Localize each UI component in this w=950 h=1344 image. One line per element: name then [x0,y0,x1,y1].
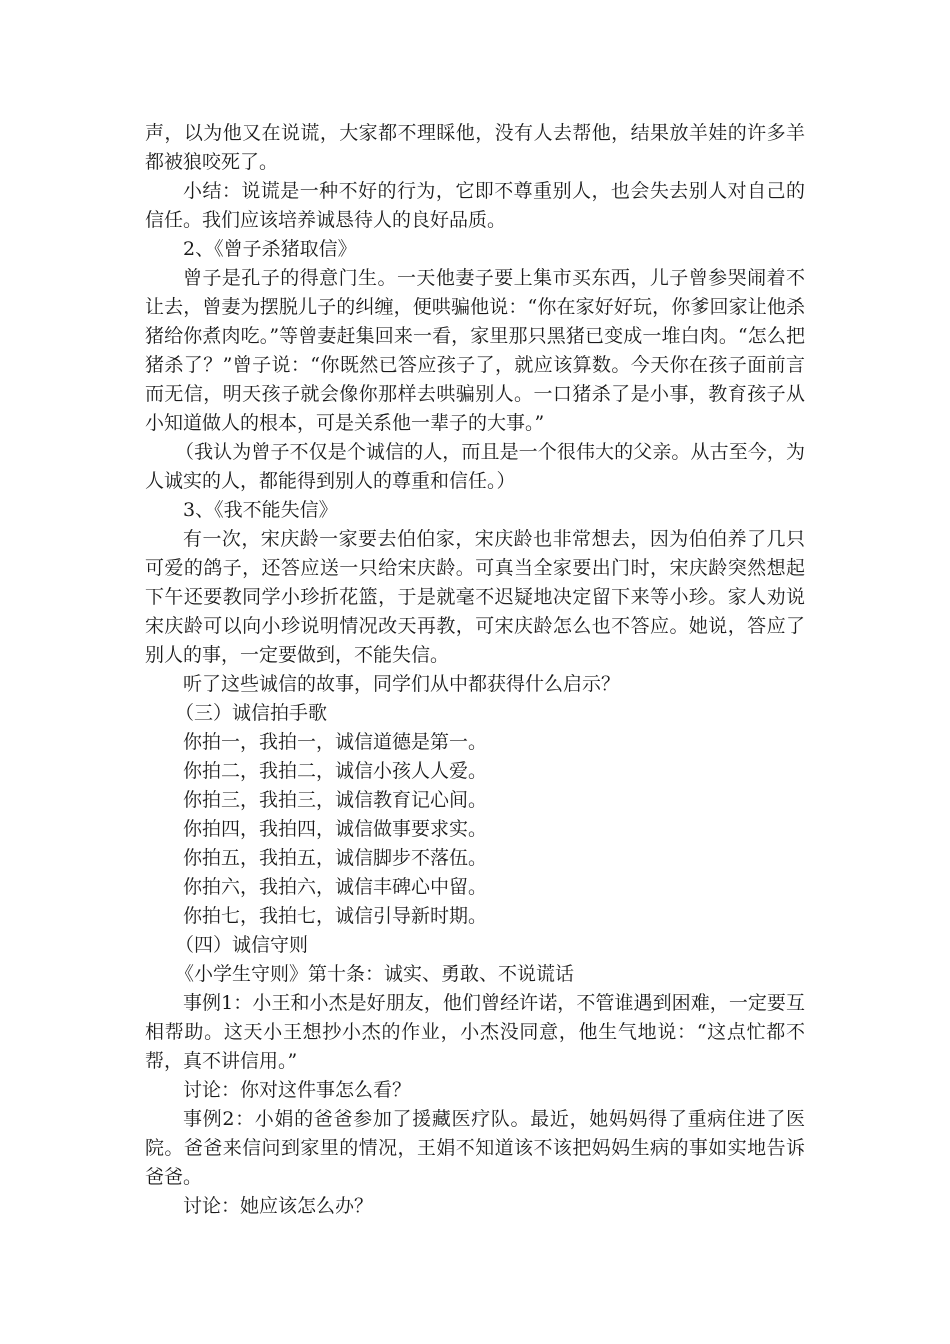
song-line-7: 你拍七，我拍七，诚信引导新时期。 [183,905,488,927]
paragraph-discussion-1: 讨论：你对这件事怎么看？ [183,1079,412,1101]
heading-story2: 2、《曾子杀猪取信》 [183,238,357,260]
paragraph-story2: 曾子是孔子的得意门生。一天他妻子要上集市买东西，儿子曾参哭闹着不让去，曾妻为摆脱儿子的纠缠，便哄骗他说：“你在家好好玩，你爹回家让他杀猪给你煮肉吃。”等曾妻赶集回来一看，家里那只黑猪已变成一堆白肉。“怎么把猪杀了？”曾子说：“你既然已答应孩子了，就应该算数。今天你在孩子面前言而无信，明天孩子就会像你那样去哄骗别人。一口猪杀了是小事，教育孩子从小知道做人的根本，可是关系他一辈子的大事。” [145,267,805,434]
paragraph-question: 听了这些诚信的故事，同学们从中都获得什么启示？ [183,673,621,695]
song-line-1: 你拍一，我拍一，诚信道德是第一。 [183,731,488,753]
heading-story3: 3、《我不能失信》 [183,499,338,521]
song-line-2: 你拍二，我拍二，诚信小孩人人爱。 [183,760,488,782]
paragraph-story3: 有一次，宋庆龄一家要去伯伯家，宋庆龄也非常想去，因为伯伯养了几只可爱的鸽子，还答应送一只给宋庆龄。可真当全家要出门时，宋庆龄突然想起下午还要教同学小珍折花篮，于是就毫不迟疑地决定留下来等小珍。家人劝说宋庆龄可以向小珍说明情况改天再教，可宋庆龄怎么也不答应。她说，答应了别人的事，一定要做到，不能失信。 [145,528,805,666]
paragraph-summary: 小结：说谎是一种不好的行为，它即不尊重别人，也会失去别人对自己的信任。我们应该培养诚恳待人的良好品质。 [145,180,805,231]
paragraph-case-1: 事例1：小王和小杰是好朋友，他们曾经许诺，不管谁遇到困难，一定要互相帮助。这天小王想抄小杰的作业，小杰没同意，他生气地说：“这点忙都不帮，真不讲信用。” [145,992,805,1072]
paragraph-rule: 《小学生守则》第十条：诚实、勇敢、不说谎话 [175,963,575,985]
song-line-4: 你拍四，我拍四，诚信做事要求实。 [183,818,488,840]
heading-section-3: （三）诚信拍手歌 [175,702,328,724]
heading-section-4: （四）诚信守则 [175,934,309,956]
paragraph-comment: （我认为曾子不仅是个诚信的人，而且是一个很伟大的父亲。从古至今，为人诚实的人，都能得到别人的尊重和信任。） [145,441,805,492]
paragraph-discussion-2: 讨论：她应该怎么办？ [183,1195,374,1217]
paragraph-story1-ending: 声，以为他又在说谎，大家都不理睬他，没有人去帮他，结果放羊娃的许多羊都被狼咬死了。 [145,122,805,173]
paragraph-case-2: 事例2：小娟的爸爸参加了援藏医疗队。最近，她妈妈得了重病住进了医院。爸爸来信问到家里的情况，王娟不知道该不该把妈妈生病的事如实地告诉爸爸。 [145,1108,805,1188]
song-line-3: 你拍三，我拍三，诚信教育记心间。 [183,789,488,811]
song-line-5: 你拍五，我拍五，诚信脚步不落伍。 [183,847,488,869]
song-line-6: 你拍六，我拍六，诚信丰碑心中留。 [183,876,488,898]
